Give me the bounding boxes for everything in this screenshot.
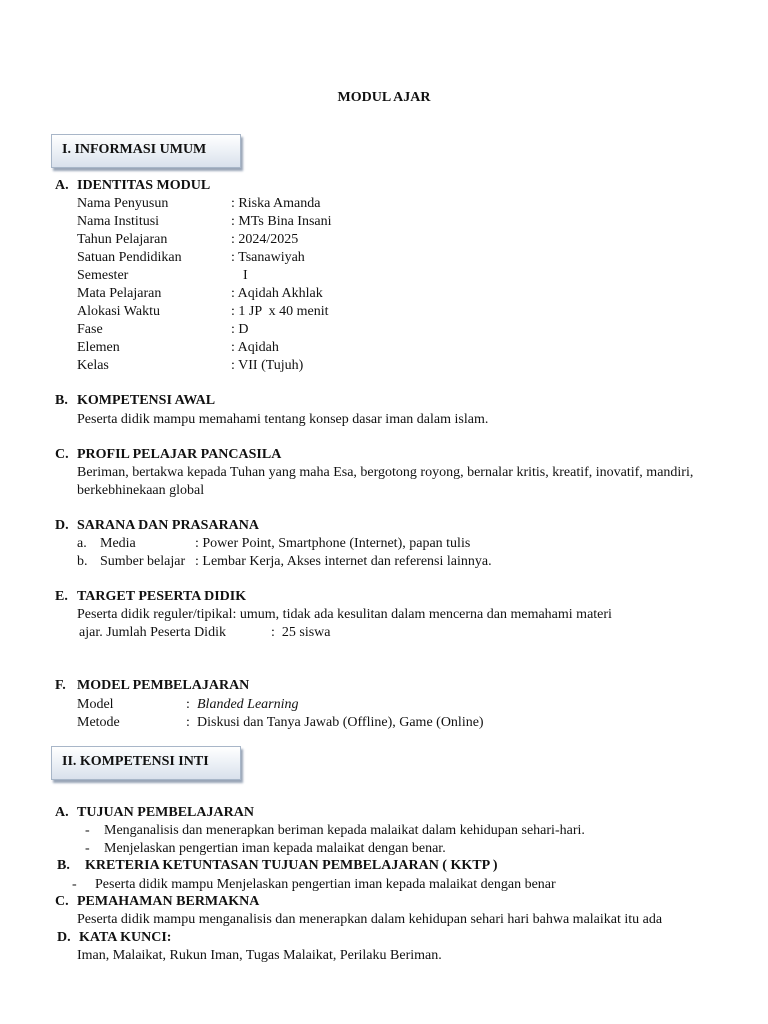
- row-key: Satuan Pendidikan: [77, 250, 182, 265]
- identitas-modul-title: IDENTITAS MODUL: [77, 178, 211, 193]
- model-value: Blanded Learning: [197, 697, 299, 712]
- row-value: : MTs Bina Insani: [231, 214, 332, 229]
- model-pembelajaran-title: MODEL PEMBELAJARAN: [77, 678, 250, 693]
- section-label-c: C.: [55, 447, 69, 462]
- section-label-a: A.: [55, 178, 69, 193]
- sarana-title: SARANA DAN PRASARANA: [77, 518, 260, 533]
- row-value: : Tsanawiyah: [231, 250, 305, 265]
- sarana-key: Media: [100, 536, 136, 551]
- kompetensi-awal-text: Peserta didik mampu memahami tentang konsep dasar iman dalam islam.: [77, 412, 489, 427]
- section-heading-kompetensi-inti: II. KOMPETENSI INTI: [51, 746, 241, 780]
- section-label-b: B.: [55, 393, 68, 408]
- row-value: : Riska Amanda: [231, 196, 321, 211]
- row-key: Alokasi Waktu: [77, 304, 160, 319]
- list-item: Menganalisis dan menerapkan beriman kepada malaikat dalam kehidupan sehari-hari.: [104, 823, 585, 838]
- list-item: Menjelaskan pengertian iman kepada malaikat dengan benar.: [104, 841, 446, 856]
- tujuan-pembelajaran-title: TUJUAN PEMBELAJARAN: [77, 805, 254, 820]
- row-value: : Aqidah Akhlak: [231, 286, 323, 301]
- target-peserta-text: ajar. Jumlah Peserta Didik: [79, 625, 226, 640]
- profil-pelajar-text: Beriman, bertakwa kepada Tuhan yang maha Esa, bergotong royong, bernalar kritis, kreatif, inovatif, mandiri,: [77, 465, 694, 480]
- row-value: : 2024/2025: [231, 232, 299, 247]
- list-marker: b.: [77, 554, 88, 569]
- dash-bullet: -: [72, 877, 77, 892]
- profil-pelajar-text: berkebhinekaan global: [77, 483, 205, 498]
- pemahaman-bermakna-title: PEMAHAMAN BERMAKNA: [77, 894, 260, 909]
- section-label-b: B.: [57, 858, 70, 873]
- row-value: : Aqidah: [231, 340, 279, 355]
- metode-value: Diskusi dan Tanya Jawab (Offline), Game (Online): [197, 715, 484, 730]
- row-key: Kelas: [77, 358, 109, 373]
- target-peserta-text: Peserta didik reguler/tipikal: umum, tidak ada kesulitan dalam mencerna dan memahami materi: [77, 607, 612, 622]
- document-title: MODUL AJAR: [337, 90, 431, 105]
- kata-kunci-text: Iman, Malaikat, Rukun Iman, Tugas Malaikat, Perilaku Beriman.: [77, 948, 442, 963]
- section-heading-informasi-umum: I. INFORMASI UMUM: [51, 134, 241, 168]
- profil-pelajar-title: PROFIL PELAJAR PANCASILA: [77, 447, 282, 462]
- section-label-d: D.: [55, 518, 69, 533]
- jumlah-siswa-value: : 25 siswa: [271, 625, 331, 640]
- row-value: : 1 JP x 40 menit: [231, 304, 329, 319]
- row-key: Elemen: [77, 340, 120, 355]
- sarana-value: : Lembar Kerja, Akses internet dan referensi lainnya.: [195, 554, 492, 569]
- row-key: Nama Penyusun: [77, 196, 169, 211]
- list-item: Peserta didik mampu Menjelaskan pengertian iman kepada malaikat dengan benar: [95, 877, 556, 892]
- dash-bullet: -: [85, 841, 90, 856]
- row-key: Fase: [77, 322, 103, 337]
- kktp-title: KRETERIA KETUNTASAN TUJUAN PEMBELAJARAN ( KKTP ): [85, 858, 498, 873]
- sarana-key: Sumber belajar: [100, 554, 186, 569]
- colon: :: [186, 697, 190, 712]
- target-peserta-title: TARGET PESERTA DIDIK: [77, 589, 247, 604]
- row-value: : D: [231, 322, 249, 337]
- kompetensi-awal-title: KOMPETENSI AWAL: [77, 393, 216, 408]
- row-key: Nama Institusi: [77, 214, 160, 229]
- row-key: Tahun Pelajaran: [77, 232, 168, 247]
- kata-kunci-title: KATA KUNCI:: [79, 930, 172, 945]
- row-value: : VII (Tujuh): [231, 358, 304, 373]
- section-label-a: A.: [55, 805, 69, 820]
- colon: :: [186, 715, 190, 730]
- section-label-e: E.: [55, 589, 68, 604]
- model-key: Model: [77, 697, 114, 712]
- dash-bullet: -: [85, 823, 90, 838]
- section-label-f: F.: [55, 678, 66, 693]
- pemahaman-bermakna-text: Peserta didik mampu menganalisis dan menerapkan dalam kehidupan sehari hari bahwa malaikat itu ada: [77, 912, 663, 927]
- section-label-c: C.: [55, 894, 69, 909]
- row-key: Mata Pelajaran: [77, 286, 162, 301]
- section-label-d: D.: [57, 930, 71, 945]
- list-marker: a.: [77, 536, 87, 551]
- sarana-value: : Power Point, Smartphone (Internet), papan tulis: [195, 536, 471, 551]
- row-key: Semester: [77, 268, 129, 283]
- metode-key: Metode: [77, 715, 120, 730]
- row-value: I: [243, 268, 248, 283]
